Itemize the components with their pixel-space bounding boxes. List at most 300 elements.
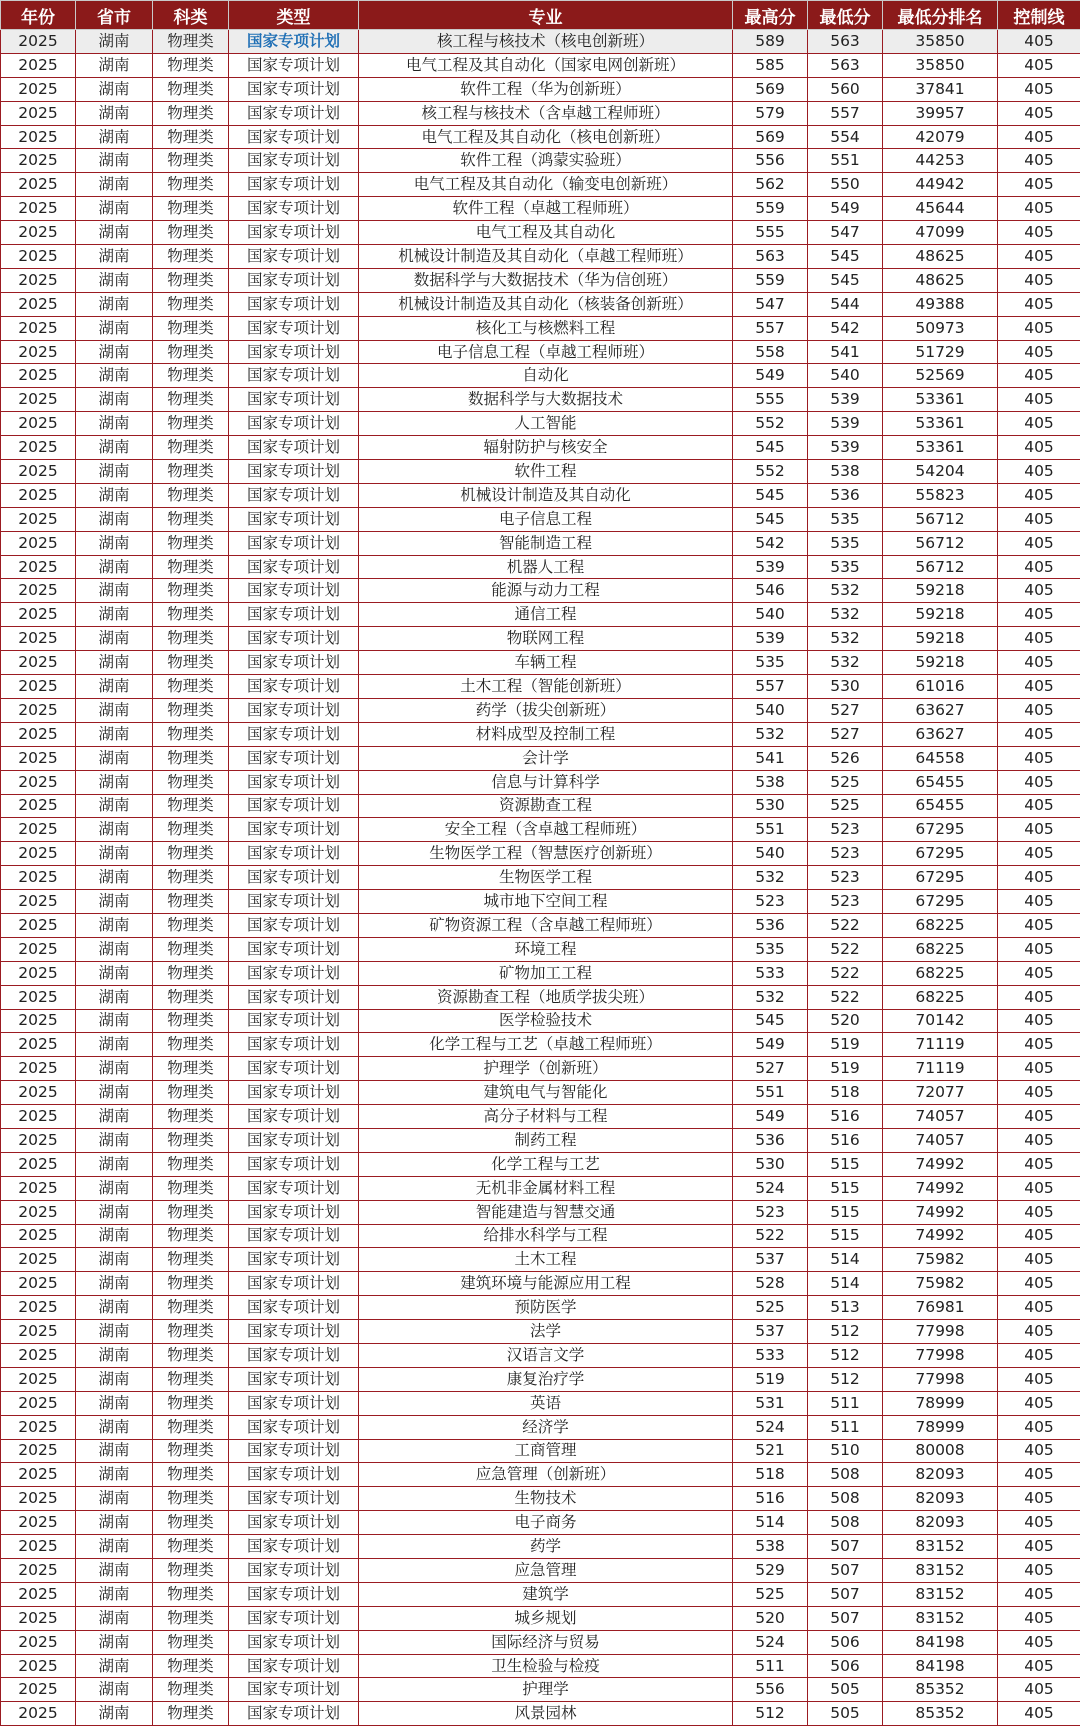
province-cell[interactable]: 湖南 [76, 1582, 153, 1606]
subject-category-cell[interactable]: 物理类 [153, 1535, 229, 1559]
province-cell[interactable]: 湖南 [76, 1033, 153, 1057]
major-cell[interactable]: 机械设计制造及其自动化（卓越工程师班） [359, 245, 733, 269]
control-line-cell[interactable]: 405 [998, 245, 1080, 269]
major-cell[interactable]: 城乡规划 [359, 1606, 733, 1630]
control-line-cell[interactable]: 405 [998, 1200, 1080, 1224]
max-score-cell[interactable]: 538 [733, 770, 808, 794]
subject-category-cell[interactable]: 物理类 [153, 531, 229, 555]
min-score-cell[interactable]: 512 [808, 1367, 883, 1391]
header-subject-category[interactable]: 科类 [153, 1, 229, 30]
province-cell[interactable]: 湖南 [76, 1559, 153, 1583]
table-row[interactable] [1, 101, 1080, 125]
min-score-rank-cell[interactable]: 74992 [883, 1152, 998, 1176]
subject-category-cell[interactable]: 物理类 [153, 388, 229, 412]
subject-category-cell[interactable]: 物理类 [153, 1105, 229, 1129]
year-cell[interactable]: 2025 [1, 555, 76, 579]
min-score-cell[interactable]: 513 [808, 1296, 883, 1320]
province-cell[interactable]: 湖南 [76, 794, 153, 818]
plan-type-cell[interactable]: 国家专项计划 [229, 1511, 359, 1535]
subject-category-cell[interactable]: 物理类 [153, 77, 229, 101]
table-row[interactable] [1, 149, 1080, 173]
control-line-cell[interactable]: 405 [998, 364, 1080, 388]
year-cell[interactable]: 2025 [1, 1057, 76, 1081]
subject-category-cell[interactable]: 物理类 [153, 1415, 229, 1439]
min-score-cell[interactable]: 542 [808, 316, 883, 340]
subject-category-cell[interactable]: 物理类 [153, 436, 229, 460]
table-row[interactable] [1, 1081, 1080, 1105]
subject-category-cell[interactable]: 物理类 [153, 866, 229, 890]
max-score-cell[interactable]: 537 [733, 1248, 808, 1272]
min-score-cell[interactable]: 525 [808, 794, 883, 818]
province-cell[interactable]: 湖南 [76, 1439, 153, 1463]
table-row[interactable] [1, 531, 1080, 555]
province-cell[interactable]: 湖南 [76, 1272, 153, 1296]
min-score-cell[interactable]: 505 [808, 1678, 883, 1702]
major-cell[interactable]: 数据科学与大数据技术（华为信创班） [359, 268, 733, 292]
min-score-cell[interactable]: 522 [808, 985, 883, 1009]
province-cell[interactable]: 湖南 [76, 1391, 153, 1415]
province-cell[interactable]: 湖南 [76, 364, 153, 388]
major-cell[interactable]: 土木工程（智能创新班） [359, 675, 733, 699]
min-score-cell[interactable]: 507 [808, 1559, 883, 1583]
plan-type-cell[interactable]: 国家专项计划 [229, 221, 359, 245]
min-score-cell[interactable]: 515 [808, 1200, 883, 1224]
min-score-rank-cell[interactable]: 85352 [883, 1678, 998, 1702]
max-score-cell[interactable]: 512 [733, 1702, 808, 1726]
year-cell[interactable]: 2025 [1, 651, 76, 675]
table-row[interactable] [1, 1320, 1080, 1344]
subject-category-cell[interactable]: 物理类 [153, 125, 229, 149]
province-cell[interactable]: 湖南 [76, 1367, 153, 1391]
min-score-rank-cell[interactable]: 56712 [883, 555, 998, 579]
year-cell[interactable]: 2025 [1, 579, 76, 603]
plan-type-cell[interactable]: 国家专项计划 [229, 30, 359, 54]
year-cell[interactable]: 2025 [1, 1320, 76, 1344]
major-cell[interactable]: 法学 [359, 1320, 733, 1344]
major-cell[interactable]: 城市地下空间工程 [359, 890, 733, 914]
max-score-cell[interactable]: 569 [733, 125, 808, 149]
min-score-rank-cell[interactable]: 52569 [883, 364, 998, 388]
year-cell[interactable]: 2025 [1, 1463, 76, 1487]
table-row[interactable] [1, 268, 1080, 292]
subject-category-cell[interactable]: 物理类 [153, 842, 229, 866]
control-line-cell[interactable]: 405 [998, 30, 1080, 54]
province-cell[interactable]: 湖南 [76, 1057, 153, 1081]
max-score-cell[interactable]: 542 [733, 531, 808, 555]
year-cell[interactable]: 2025 [1, 794, 76, 818]
major-cell[interactable]: 核化工与核燃料工程 [359, 316, 733, 340]
control-line-cell[interactable]: 405 [998, 1248, 1080, 1272]
max-score-cell[interactable]: 511 [733, 1654, 808, 1678]
plan-type-cell[interactable]: 国家专项计划 [229, 1630, 359, 1654]
major-cell[interactable]: 软件工程 [359, 460, 733, 484]
control-line-cell[interactable]: 405 [998, 722, 1080, 746]
min-score-rank-cell[interactable]: 54204 [883, 460, 998, 484]
max-score-cell[interactable]: 559 [733, 268, 808, 292]
control-line-cell[interactable]: 405 [998, 1511, 1080, 1535]
plan-type-cell[interactable]: 国家专项计划 [229, 1200, 359, 1224]
table-row[interactable] [1, 579, 1080, 603]
max-score-cell[interactable]: 549 [733, 1033, 808, 1057]
subject-category-cell[interactable]: 物理类 [153, 101, 229, 125]
min-score-cell[interactable]: 515 [808, 1176, 883, 1200]
subject-category-cell[interactable]: 物理类 [153, 1272, 229, 1296]
max-score-cell[interactable]: 523 [733, 890, 808, 914]
major-cell[interactable]: 风景园林 [359, 1702, 733, 1726]
major-cell[interactable]: 药学（拔尖创新班） [359, 698, 733, 722]
subject-category-cell[interactable]: 物理类 [153, 961, 229, 985]
subject-category-cell[interactable]: 物理类 [153, 1606, 229, 1630]
year-cell[interactable]: 2025 [1, 1559, 76, 1583]
header-major[interactable]: 专业 [359, 1, 733, 30]
plan-type-cell[interactable]: 国家专项计划 [229, 531, 359, 555]
min-score-cell[interactable]: 507 [808, 1535, 883, 1559]
max-score-cell[interactable]: 535 [733, 651, 808, 675]
subject-category-cell[interactable]: 物理类 [153, 1343, 229, 1367]
table-row[interactable] [1, 1343, 1080, 1367]
year-cell[interactable]: 2025 [1, 197, 76, 221]
min-score-rank-cell[interactable]: 84198 [883, 1630, 998, 1654]
plan-type-cell[interactable]: 国家专项计划 [229, 1582, 359, 1606]
min-score-rank-cell[interactable]: 83152 [883, 1559, 998, 1583]
major-cell[interactable]: 制药工程 [359, 1128, 733, 1152]
year-cell[interactable]: 2025 [1, 77, 76, 101]
min-score-rank-cell[interactable]: 74992 [883, 1200, 998, 1224]
province-cell[interactable]: 湖南 [76, 77, 153, 101]
plan-type-cell[interactable]: 国家专项计划 [229, 1559, 359, 1583]
header-min-score[interactable]: 最低分 [808, 1, 883, 30]
major-cell[interactable]: 信息与计算科学 [359, 770, 733, 794]
table-row[interactable] [1, 770, 1080, 794]
min-score-cell[interactable]: 508 [808, 1463, 883, 1487]
min-score-rank-cell[interactable]: 59218 [883, 651, 998, 675]
year-cell[interactable]: 2025 [1, 1248, 76, 1272]
plan-type-cell[interactable]: 国家专项计划 [229, 388, 359, 412]
table-row[interactable] [1, 675, 1080, 699]
min-score-rank-cell[interactable]: 77998 [883, 1367, 998, 1391]
subject-category-cell[interactable]: 物理类 [153, 1630, 229, 1654]
major-cell[interactable]: 数据科学与大数据技术 [359, 388, 733, 412]
max-score-cell[interactable]: 557 [733, 316, 808, 340]
plan-type-cell[interactable]: 国家专项计划 [229, 961, 359, 985]
min-score-rank-cell[interactable]: 82093 [883, 1487, 998, 1511]
subject-category-cell[interactable]: 物理类 [153, 1439, 229, 1463]
control-line-cell[interactable]: 405 [998, 1152, 1080, 1176]
major-cell[interactable]: 国际经济与贸易 [359, 1630, 733, 1654]
major-cell[interactable]: 环境工程 [359, 937, 733, 961]
year-cell[interactable]: 2025 [1, 436, 76, 460]
plan-type-cell[interactable]: 国家专项计划 [229, 483, 359, 507]
min-score-rank-cell[interactable]: 65455 [883, 794, 998, 818]
min-score-cell[interactable]: 532 [808, 603, 883, 627]
table-row[interactable] [1, 364, 1080, 388]
year-cell[interactable]: 2025 [1, 412, 76, 436]
subject-category-cell[interactable]: 物理类 [153, 30, 229, 54]
control-line-cell[interactable]: 405 [998, 173, 1080, 197]
plan-type-cell[interactable]: 国家专项计划 [229, 268, 359, 292]
table-row[interactable] [1, 555, 1080, 579]
table-row[interactable] [1, 1200, 1080, 1224]
province-cell[interactable]: 湖南 [76, 651, 153, 675]
min-score-rank-cell[interactable]: 35850 [883, 30, 998, 54]
min-score-cell[interactable]: 508 [808, 1511, 883, 1535]
max-score-cell[interactable]: 585 [733, 53, 808, 77]
year-cell[interactable]: 2025 [1, 1439, 76, 1463]
table-row[interactable] [1, 1009, 1080, 1033]
control-line-cell[interactable]: 405 [998, 1559, 1080, 1583]
min-score-cell[interactable]: 519 [808, 1057, 883, 1081]
control-line-cell[interactable]: 405 [998, 866, 1080, 890]
table-row[interactable] [1, 316, 1080, 340]
table-row[interactable] [1, 1654, 1080, 1678]
table-row[interactable] [1, 1248, 1080, 1272]
min-score-cell[interactable]: 535 [808, 555, 883, 579]
table-row[interactable] [1, 1057, 1080, 1081]
province-cell[interactable]: 湖南 [76, 412, 153, 436]
subject-category-cell[interactable]: 物理类 [153, 1152, 229, 1176]
min-score-cell[interactable]: 532 [808, 579, 883, 603]
table-row[interactable] [1, 1535, 1080, 1559]
max-score-cell[interactable]: 530 [733, 794, 808, 818]
control-line-cell[interactable]: 405 [998, 1033, 1080, 1057]
year-cell[interactable]: 2025 [1, 1343, 76, 1367]
plan-type-cell[interactable]: 国家专项计划 [229, 913, 359, 937]
max-score-cell[interactable]: 545 [733, 436, 808, 460]
major-cell[interactable]: 资源勘查工程 [359, 794, 733, 818]
table-row[interactable] [1, 698, 1080, 722]
year-cell[interactable]: 2025 [1, 1391, 76, 1415]
plan-type-cell[interactable]: 国家专项计划 [229, 149, 359, 173]
plan-type-cell[interactable]: 国家专项计划 [229, 1391, 359, 1415]
control-line-cell[interactable]: 405 [998, 579, 1080, 603]
min-score-cell[interactable]: 506 [808, 1654, 883, 1678]
control-line-cell[interactable]: 405 [998, 221, 1080, 245]
min-score-cell[interactable]: 523 [808, 842, 883, 866]
min-score-rank-cell[interactable]: 72077 [883, 1081, 998, 1105]
year-cell[interactable]: 2025 [1, 1105, 76, 1129]
plan-type-cell[interactable]: 国家专项计划 [229, 1057, 359, 1081]
table-row[interactable] [1, 388, 1080, 412]
province-cell[interactable]: 湖南 [76, 555, 153, 579]
control-line-cell[interactable]: 405 [998, 1081, 1080, 1105]
control-line-cell[interactable]: 405 [998, 1057, 1080, 1081]
year-cell[interactable]: 2025 [1, 1296, 76, 1320]
major-cell[interactable]: 医学检验技术 [359, 1009, 733, 1033]
min-score-cell[interactable]: 539 [808, 436, 883, 460]
max-score-cell[interactable]: 556 [733, 149, 808, 173]
year-cell[interactable]: 2025 [1, 1152, 76, 1176]
min-score-cell[interactable]: 554 [808, 125, 883, 149]
subject-category-cell[interactable]: 物理类 [153, 890, 229, 914]
year-cell[interactable]: 2025 [1, 961, 76, 985]
province-cell[interactable]: 湖南 [76, 1463, 153, 1487]
major-cell[interactable]: 应急管理 [359, 1559, 733, 1583]
plan-type-cell[interactable]: 国家专项计划 [229, 173, 359, 197]
province-cell[interactable]: 湖南 [76, 436, 153, 460]
control-line-cell[interactable]: 405 [998, 794, 1080, 818]
subject-category-cell[interactable]: 物理类 [153, 913, 229, 937]
min-score-cell[interactable]: 519 [808, 1033, 883, 1057]
table-row[interactable] [1, 30, 1080, 54]
year-cell[interactable]: 2025 [1, 698, 76, 722]
province-cell[interactable]: 湖南 [76, 1248, 153, 1272]
control-line-cell[interactable]: 405 [998, 292, 1080, 316]
plan-type-cell[interactable]: 国家专项计划 [229, 1343, 359, 1367]
header-plan-type[interactable]: 类型 [229, 1, 359, 30]
table-row[interactable] [1, 1105, 1080, 1129]
control-line-cell[interactable]: 405 [998, 1296, 1080, 1320]
max-score-cell[interactable]: 524 [733, 1176, 808, 1200]
control-line-cell[interactable]: 405 [998, 436, 1080, 460]
min-score-cell[interactable]: 523 [808, 890, 883, 914]
table-row[interactable] [1, 1367, 1080, 1391]
year-cell[interactable]: 2025 [1, 388, 76, 412]
province-cell[interactable]: 湖南 [76, 1415, 153, 1439]
max-score-cell[interactable]: 532 [733, 985, 808, 1009]
province-cell[interactable]: 湖南 [76, 675, 153, 699]
subject-category-cell[interactable]: 物理类 [153, 1487, 229, 1511]
min-score-rank-cell[interactable]: 68225 [883, 961, 998, 985]
min-score-cell[interactable]: 532 [808, 627, 883, 651]
min-score-rank-cell[interactable]: 74057 [883, 1105, 998, 1129]
min-score-rank-cell[interactable]: 68225 [883, 985, 998, 1009]
year-cell[interactable]: 2025 [1, 245, 76, 269]
year-cell[interactable]: 2025 [1, 292, 76, 316]
min-score-rank-cell[interactable]: 45644 [883, 197, 998, 221]
subject-category-cell[interactable]: 物理类 [153, 412, 229, 436]
table-row[interactable] [1, 937, 1080, 961]
table-row[interactable] [1, 961, 1080, 985]
min-score-rank-cell[interactable]: 84198 [883, 1654, 998, 1678]
header-province[interactable]: 省市 [76, 1, 153, 30]
major-cell[interactable]: 核工程与核技术（含卓越工程师班） [359, 101, 733, 125]
min-score-cell[interactable]: 505 [808, 1702, 883, 1726]
plan-type-cell[interactable]: 国家专项计划 [229, 818, 359, 842]
max-score-cell[interactable]: 555 [733, 388, 808, 412]
year-cell[interactable]: 2025 [1, 937, 76, 961]
min-score-cell[interactable]: 508 [808, 1487, 883, 1511]
min-score-cell[interactable]: 514 [808, 1248, 883, 1272]
major-cell[interactable]: 辐射防护与核安全 [359, 436, 733, 460]
major-cell[interactable]: 土木工程 [359, 1248, 733, 1272]
max-score-cell[interactable]: 519 [733, 1367, 808, 1391]
plan-type-cell[interactable]: 国家专项计划 [229, 245, 359, 269]
province-cell[interactable]: 湖南 [76, 579, 153, 603]
min-score-rank-cell[interactable]: 47099 [883, 221, 998, 245]
min-score-cell[interactable]: 539 [808, 388, 883, 412]
max-score-cell[interactable]: 556 [733, 1678, 808, 1702]
control-line-cell[interactable]: 405 [998, 268, 1080, 292]
province-cell[interactable]: 湖南 [76, 866, 153, 890]
plan-type-cell[interactable]: 国家专项计划 [229, 77, 359, 101]
subject-category-cell[interactable]: 物理类 [153, 794, 229, 818]
control-line-cell[interactable]: 405 [998, 101, 1080, 125]
min-score-cell[interactable]: 507 [808, 1582, 883, 1606]
major-cell[interactable]: 电子信息工程 [359, 507, 733, 531]
min-score-cell[interactable]: 523 [808, 866, 883, 890]
min-score-rank-cell[interactable]: 85352 [883, 1702, 998, 1726]
table-row[interactable] [1, 1487, 1080, 1511]
plan-type-cell[interactable]: 国家专项计划 [229, 412, 359, 436]
year-cell[interactable]: 2025 [1, 1224, 76, 1248]
min-score-cell[interactable]: 515 [808, 1224, 883, 1248]
control-line-cell[interactable]: 405 [998, 340, 1080, 364]
plan-type-cell[interactable]: 国家专项计划 [229, 197, 359, 221]
province-cell[interactable]: 湖南 [76, 890, 153, 914]
major-cell[interactable]: 护理学（创新班） [359, 1057, 733, 1081]
min-score-rank-cell[interactable]: 48625 [883, 245, 998, 269]
min-score-cell[interactable]: 523 [808, 818, 883, 842]
major-cell[interactable]: 机械设计制造及其自动化 [359, 483, 733, 507]
min-score-rank-cell[interactable]: 77998 [883, 1343, 998, 1367]
table-row[interactable] [1, 627, 1080, 651]
major-cell[interactable]: 高分子材料与工程 [359, 1105, 733, 1129]
subject-category-cell[interactable]: 物理类 [153, 1224, 229, 1248]
min-score-cell[interactable]: 511 [808, 1391, 883, 1415]
min-score-cell[interactable]: 510 [808, 1439, 883, 1463]
control-line-cell[interactable]: 405 [998, 675, 1080, 699]
major-cell[interactable]: 智能建造与智慧交通 [359, 1200, 733, 1224]
plan-type-cell[interactable]: 国家专项计划 [229, 1487, 359, 1511]
min-score-cell[interactable]: 557 [808, 101, 883, 125]
major-cell[interactable]: 康复治疗学 [359, 1367, 733, 1391]
subject-category-cell[interactable]: 物理类 [153, 1367, 229, 1391]
table-row[interactable] [1, 913, 1080, 937]
min-score-cell[interactable]: 511 [808, 1415, 883, 1439]
max-score-cell[interactable]: 516 [733, 1487, 808, 1511]
min-score-rank-cell[interactable]: 75982 [883, 1272, 998, 1296]
min-score-rank-cell[interactable]: 44942 [883, 173, 998, 197]
major-cell[interactable]: 安全工程（含卓越工程师班） [359, 818, 733, 842]
min-score-rank-cell[interactable]: 50973 [883, 316, 998, 340]
min-score-rank-cell[interactable]: 44253 [883, 149, 998, 173]
plan-type-cell[interactable]: 国家专项计划 [229, 890, 359, 914]
year-cell[interactable]: 2025 [1, 53, 76, 77]
province-cell[interactable]: 湖南 [76, 149, 153, 173]
major-cell[interactable]: 电气工程及其自动化（核电创新班） [359, 125, 733, 149]
table-row[interactable] [1, 1296, 1080, 1320]
table-row[interactable] [1, 818, 1080, 842]
max-score-cell[interactable]: 545 [733, 507, 808, 531]
max-score-cell[interactable]: 528 [733, 1272, 808, 1296]
province-cell[interactable]: 湖南 [76, 1630, 153, 1654]
min-score-cell[interactable]: 549 [808, 197, 883, 221]
province-cell[interactable]: 湖南 [76, 746, 153, 770]
control-line-cell[interactable]: 405 [998, 1367, 1080, 1391]
subject-category-cell[interactable]: 物理类 [153, 268, 229, 292]
table-row[interactable] [1, 1128, 1080, 1152]
plan-type-cell[interactable]: 国家专项计划 [229, 1272, 359, 1296]
province-cell[interactable]: 湖南 [76, 101, 153, 125]
min-score-rank-cell[interactable]: 68225 [883, 937, 998, 961]
min-score-cell[interactable]: 551 [808, 149, 883, 173]
subject-category-cell[interactable]: 物理类 [153, 53, 229, 77]
subject-category-cell[interactable]: 物理类 [153, 507, 229, 531]
min-score-cell[interactable]: 563 [808, 30, 883, 54]
province-cell[interactable]: 湖南 [76, 1200, 153, 1224]
plan-type-cell[interactable]: 国家专项计划 [229, 1152, 359, 1176]
table-row[interactable] [1, 890, 1080, 914]
table-row[interactable] [1, 651, 1080, 675]
year-cell[interactable]: 2025 [1, 149, 76, 173]
subject-category-cell[interactable]: 物理类 [153, 985, 229, 1009]
min-score-rank-cell[interactable]: 53361 [883, 412, 998, 436]
year-cell[interactable]: 2025 [1, 746, 76, 770]
table-row[interactable] [1, 1678, 1080, 1702]
control-line-cell[interactable]: 405 [998, 388, 1080, 412]
year-cell[interactable]: 2025 [1, 364, 76, 388]
min-score-rank-cell[interactable]: 56712 [883, 531, 998, 555]
